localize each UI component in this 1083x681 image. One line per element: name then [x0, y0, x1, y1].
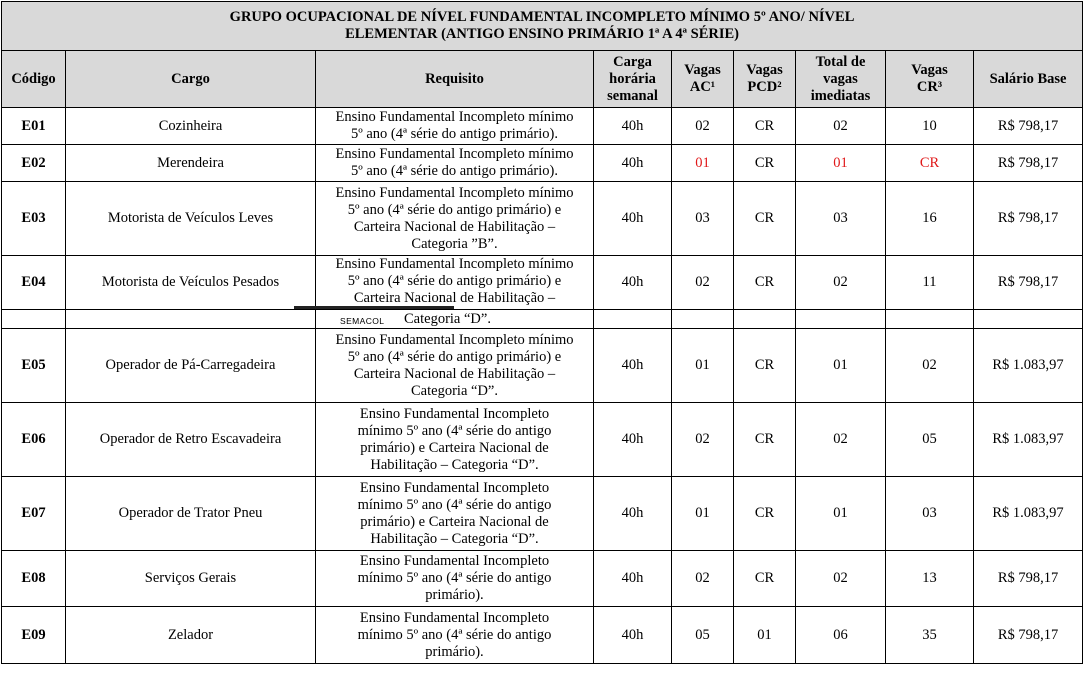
req-line: Ensino Fundamental Incompleto mínimo	[335, 109, 574, 125]
req-line: Ensino Fundamental Incompleto mínimo	[335, 256, 574, 272]
header-salario: Salário Base	[974, 51, 1083, 108]
header-total-line-2: vagas	[823, 70, 858, 87]
header-pcd-line-1: Vagas	[746, 62, 783, 78]
cell-salario: R$ 1.083,97	[974, 477, 1083, 551]
cell-total: 02	[796, 403, 886, 477]
cell-pcd: CR	[734, 108, 796, 145]
cell-total: 02	[796, 108, 886, 145]
req-line: mínimo 5º ano (4ª série do antigo	[357, 626, 552, 643]
req-line: Categoria ”B”.	[411, 235, 498, 252]
req-line: primário) e Carteira Nacional de	[360, 439, 549, 456]
req-line: Categoria “D”.	[411, 382, 498, 399]
cell-cargo: Operador de Trator Pneu	[66, 477, 316, 551]
cell-requisito	[316, 108, 594, 145]
header-carga-line-1: Carga	[613, 53, 652, 70]
cell-cargo: Operador de Retro Escavadeira	[66, 403, 316, 477]
req-line: Ensino Fundamental Incompleto mínimo	[335, 331, 574, 348]
cell-salario: R$ 1.083,97	[974, 329, 1083, 403]
header-cr-line-1: Vagas	[911, 62, 948, 78]
req-line: 5º ano (4ª série do antigo primário).	[350, 163, 558, 179]
cell-salario: R$ 798,17	[974, 551, 1083, 607]
req-line: Ensino Fundamental Incompleto	[359, 609, 550, 626]
cell-code: E01	[2, 108, 66, 145]
cell-cr: 11	[886, 256, 974, 310]
header-carga-line-2: horária	[609, 70, 656, 87]
table-row	[2, 329, 1083, 403]
cell-pcd: CR	[734, 256, 796, 310]
cell-requisito	[316, 329, 594, 403]
cell-requisito	[316, 182, 594, 256]
stamp-bar	[294, 306, 454, 309]
table-row	[2, 145, 1083, 182]
cell-requisito	[316, 403, 594, 477]
cell-empty	[66, 310, 316, 329]
cell-cr: 13	[886, 551, 974, 607]
cell-pcd: 01	[734, 607, 796, 664]
cell-total: 01	[796, 145, 886, 182]
req-line: mínimo 5º ano (4ª série do antigo	[357, 570, 552, 586]
req-line: primário) e Carteira Nacional de	[360, 513, 549, 530]
header-total-line-1: Total de	[815, 53, 866, 70]
header-requisito: Requisito	[316, 51, 594, 108]
cell-salario: R$ 798,17	[974, 182, 1083, 256]
cell-cargo: Merendeira	[66, 145, 316, 182]
cell-code: E06	[2, 403, 66, 477]
cell-code: E07	[2, 477, 66, 551]
cell-carga: 40h	[594, 108, 672, 145]
cell-ac: 05	[672, 607, 734, 664]
req-line: Carteira Nacional de Habilitação –	[353, 218, 556, 235]
req-line: Carteira Nacional de Habilitação –	[353, 365, 556, 382]
header-vagas-pcd	[734, 51, 796, 108]
header-ac-line-2: AC¹	[689, 79, 716, 95]
cell-pcd: CR	[734, 403, 796, 477]
cell-total: 01	[796, 477, 886, 551]
cell-carga: 40h	[594, 607, 672, 664]
req-line: Ensino Fundamental Incompleto mínimo	[335, 184, 574, 201]
cell-cr: 03	[886, 477, 974, 551]
cell-requisito	[316, 477, 594, 551]
cell-requisito-continuation	[316, 310, 594, 329]
cell-cargo: Zelador	[66, 607, 316, 664]
title-row	[2, 2, 1083, 51]
req-line: primário).	[425, 587, 484, 603]
cell-cr: 16	[886, 182, 974, 256]
cell-pcd: CR	[734, 551, 796, 607]
header-codigo: Código	[2, 51, 66, 108]
cell-carga: 40h	[594, 182, 672, 256]
header-carga-line-3: semanal	[607, 87, 658, 104]
cell-ac: 02	[672, 256, 734, 310]
cell-cr: 02	[886, 329, 974, 403]
cell-carga: 40h	[594, 145, 672, 182]
cell-pcd: CR	[734, 182, 796, 256]
cell-ac: 01	[672, 145, 734, 182]
table-row	[2, 477, 1083, 551]
header-cr-line-2: CR³	[916, 79, 943, 95]
cell-cargo: Operador de Pá-Carregadeira	[66, 329, 316, 403]
cell-requisito	[316, 607, 594, 664]
cell-code: E04	[2, 256, 66, 310]
header-ac-line-1: Vagas	[684, 62, 721, 78]
cell-ac: 02	[672, 108, 734, 145]
cell-ac: 02	[672, 551, 734, 607]
cell-ac: 02	[672, 403, 734, 477]
header-row	[2, 51, 1083, 108]
cell-pcd: CR	[734, 329, 796, 403]
cell-salario: R$ 798,17	[974, 256, 1083, 310]
cell-total: 01	[796, 329, 886, 403]
cell-salario: R$ 1.083,97	[974, 403, 1083, 477]
cell-empty	[594, 310, 672, 329]
cell-carga: 40h	[594, 256, 672, 310]
table-row	[2, 108, 1083, 145]
cell-cargo: Cozinheira	[66, 108, 316, 145]
req-line: Habilitação – Categoria “D”.	[370, 530, 539, 547]
req-line: Habilitação – Categoria “D”.	[370, 456, 539, 473]
header-cargo: Cargo	[66, 51, 316, 108]
req-line: primário).	[425, 643, 484, 660]
req-line: Carteira Nacional de Habilitação –	[353, 290, 556, 306]
cell-code: E08	[2, 551, 66, 607]
req-line: Ensino Fundamental Incompleto	[359, 479, 550, 496]
table-row	[2, 403, 1083, 477]
cell-requisito	[316, 145, 594, 182]
cell-salario: R$ 798,17	[974, 108, 1083, 145]
cell-cr: 35	[886, 607, 974, 664]
cell-requisito	[316, 256, 594, 310]
req-line: 5º ano (4ª série do antigo primário) e	[347, 348, 562, 365]
continuation-row	[2, 310, 1083, 329]
cell-empty	[672, 310, 734, 329]
cell-empty	[734, 310, 796, 329]
req-line: mínimo 5º ano (4ª série do antigo	[357, 496, 552, 513]
cell-cr: 10	[886, 108, 974, 145]
cell-cr: CR	[886, 145, 974, 182]
cell-requisito	[316, 551, 594, 607]
req-line: Ensino Fundamental Incompleto	[359, 553, 550, 569]
cell-pcd: CR	[734, 145, 796, 182]
header-pcd-line-2: PCD²	[747, 79, 782, 95]
req-line: Categoria “D”.	[404, 310, 491, 327]
table-row	[2, 607, 1083, 664]
table-row	[2, 551, 1083, 607]
cell-ac: 01	[672, 477, 734, 551]
table-row	[2, 182, 1083, 256]
cell-cargo: Serviços Gerais	[66, 551, 316, 607]
cell-carga: 40h	[594, 551, 672, 607]
table-title	[2, 2, 1083, 51]
table-title-line-2: ELEMENTAR (ANTIGO ENSINO PRIMÁRIO 1ª A 4ª SÉRIE)	[345, 26, 739, 42]
cell-pcd: CR	[734, 477, 796, 551]
cell-carga: 40h	[594, 477, 672, 551]
cell-total: 03	[796, 182, 886, 256]
cell-empty	[886, 310, 974, 329]
cell-ac: 01	[672, 329, 734, 403]
cell-cr: 05	[886, 403, 974, 477]
vacancy-table	[1, 1, 1083, 664]
cell-empty	[2, 310, 66, 329]
cell-salario: R$ 798,17	[974, 145, 1083, 182]
req-line: Ensino Fundamental Incompleto	[359, 405, 550, 422]
table-row	[2, 256, 1083, 310]
cell-empty	[796, 310, 886, 329]
header-vagas-ac	[672, 51, 734, 108]
cell-code: E09	[2, 607, 66, 664]
cell-total: 02	[796, 256, 886, 310]
cell-salario: R$ 798,17	[974, 607, 1083, 664]
req-line: Ensino Fundamental Incompleto mínimo	[335, 146, 574, 162]
cell-empty	[974, 310, 1083, 329]
cell-code: E02	[2, 145, 66, 182]
cell-carga: 40h	[594, 329, 672, 403]
req-line: 5º ano (4ª série do antigo primário) e	[347, 273, 562, 289]
header-vagas-cr	[886, 51, 974, 108]
header-total-line-3: imediatas	[810, 87, 871, 104]
cell-cargo: Motorista de Veículos Pesados	[66, 256, 316, 310]
cell-total: 06	[796, 607, 886, 664]
cell-ac: 03	[672, 182, 734, 256]
table-title-line-1: GRUPO OCUPACIONAL DE NÍVEL FUNDAMENTAL INCOMPLETO MÍNIMO 5º ANO/ NÍVEL	[229, 9, 855, 25]
cell-code: E05	[2, 329, 66, 403]
cell-cargo: Motorista de Veículos Leves	[66, 182, 316, 256]
stamp-text: SEMACOL	[340, 316, 385, 326]
cell-code: E03	[2, 182, 66, 256]
req-line: mínimo 5º ano (4ª série do antigo	[357, 422, 552, 439]
req-line: 5º ano (4ª série do antigo primário) e	[347, 201, 562, 218]
header-total-vagas	[796, 51, 886, 108]
req-line: 5º ano (4ª série do antigo primário).	[350, 126, 558, 142]
cell-carga: 40h	[594, 403, 672, 477]
header-carga	[594, 51, 672, 108]
cell-total: 02	[796, 551, 886, 607]
